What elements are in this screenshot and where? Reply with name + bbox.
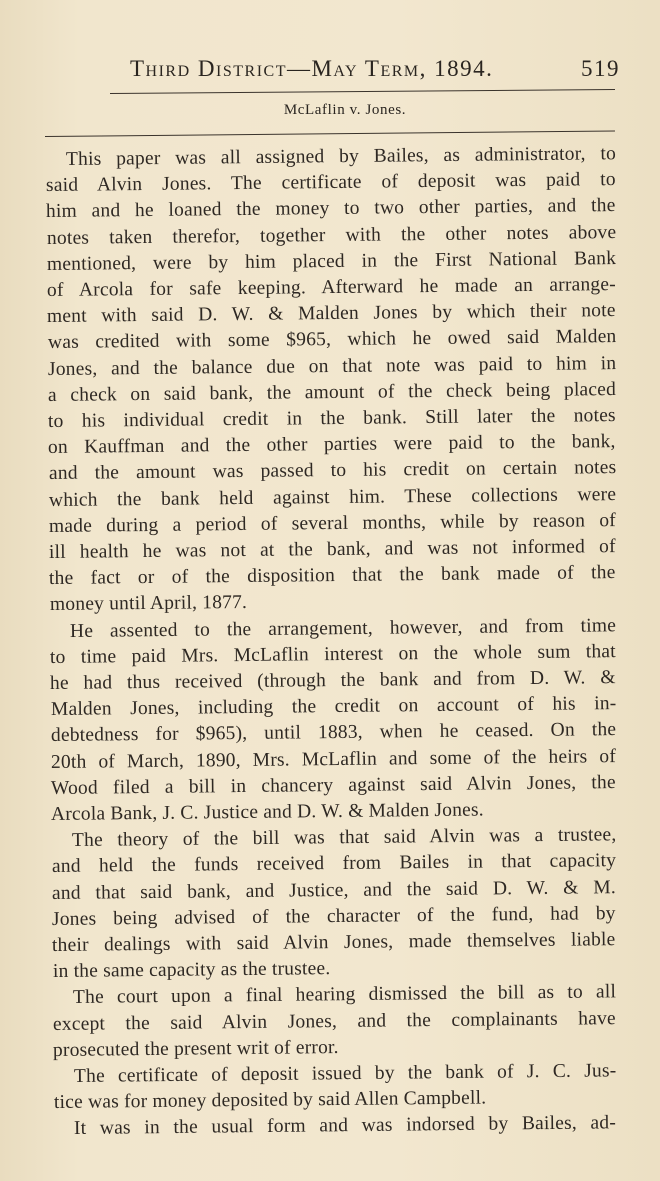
text-line: debtedness for $965), until 1883, when he ceased. On the bbox=[50, 719, 617, 747]
text-line: mentioned, were by him placed in the First National Bank bbox=[46, 247, 617, 275]
text-line: of Arcola for safe keeping. Afterward he made an arrange- bbox=[46, 274, 617, 301]
text-line: He assented to the arrangement, however, and from time bbox=[69, 614, 617, 642]
text-line: The court upon a final hearing dismissed the bill as to all bbox=[72, 981, 617, 1009]
text-line: Jones, and the balance due on that note was paid to him in bbox=[47, 352, 617, 380]
text-line: on Kauffman and the other parties were paid to the bank, bbox=[48, 431, 617, 459]
text-line: Wood filed a bill in chancery against said Alvin Jones, the bbox=[51, 771, 617, 799]
text-line: and that said bank, and Justice, and the said D. W. & M. bbox=[51, 876, 617, 904]
text-line: made during a period of several months, while by reason of bbox=[48, 509, 617, 537]
text-line: a check on said bank, the amount of the check being placed bbox=[47, 378, 617, 406]
text-line: was credited with some $965, which he owed said Malden bbox=[47, 326, 617, 354]
text-line: Malden Jones, including the credit on account of his in- bbox=[50, 693, 617, 721]
text-line: to time paid Mrs. McLaflin interest on the whole sum that bbox=[49, 640, 617, 668]
text-line: ill health he was not at the bank, and was not informed of bbox=[49, 536, 617, 563]
text-line: in the same capacity as the trustee. bbox=[52, 958, 331, 983]
text-line: The theory of the bill was that said Alvin was a trustee, bbox=[71, 824, 617, 852]
text-line: ment with said D. W. & Malden Jones by which their note bbox=[47, 300, 617, 328]
text-line: and the amount was passed to his credit on certain notes bbox=[48, 457, 617, 485]
text-line: said Alvin Jones. The certificate of deposit was paid to bbox=[46, 169, 617, 197]
text-line: Jones being advised of the character of the fund, had by bbox=[52, 902, 617, 930]
text-line: the fact or of the disposition that the bank made of the bbox=[49, 562, 617, 590]
running-header bbox=[130, 56, 620, 90]
text-line: The certificate of deposit issued by the bank of J. C. Jus- bbox=[73, 1060, 617, 1087]
text-line: him and he loaned the money to two other parties, and the bbox=[46, 195, 617, 223]
text-line: 20th of March, 1890, Mrs. McLaflin and some of the heirs of bbox=[50, 745, 617, 773]
page-number: 519 bbox=[581, 56, 620, 81]
text-line: notes taken therefor, together with the other notes above bbox=[46, 221, 617, 249]
caption-rule bbox=[45, 131, 615, 137]
text-line: their dealings with said Alvin Jones, made themselves liable bbox=[52, 929, 617, 956]
text-line: to his individual credit in the bank. Still later the notes bbox=[48, 405, 617, 432]
text-line: money until April, 1877. bbox=[49, 592, 247, 616]
text-line: prosecuted the present writ of error. bbox=[53, 1036, 340, 1061]
text-line: and held the funds received from Bailes in that capacity bbox=[51, 850, 617, 878]
case-caption: McLaflin v. Jones. bbox=[283, 102, 407, 118]
text-line: Arcola Bank, J. C. Justice and D. W. & Malden Jones. bbox=[51, 799, 485, 825]
text-line: It was in the usual form and was indorsed by Bailes, ad- bbox=[73, 1112, 617, 1140]
text-line: except the said Alvin Jones, and the complainants have bbox=[53, 1007, 617, 1035]
running-title: Third District—May Term, 1894. bbox=[130, 56, 494, 81]
text-line: he had thus received (through the bank and from D. W. & bbox=[50, 667, 617, 694]
text-line: which the bank held against him. These collections were bbox=[48, 483, 617, 511]
text-line: tice was for money deposited by said Allen Campbell. bbox=[53, 1087, 487, 1114]
text-line: This paper was all assigned by Bailes, as administrator, to bbox=[65, 143, 617, 170]
